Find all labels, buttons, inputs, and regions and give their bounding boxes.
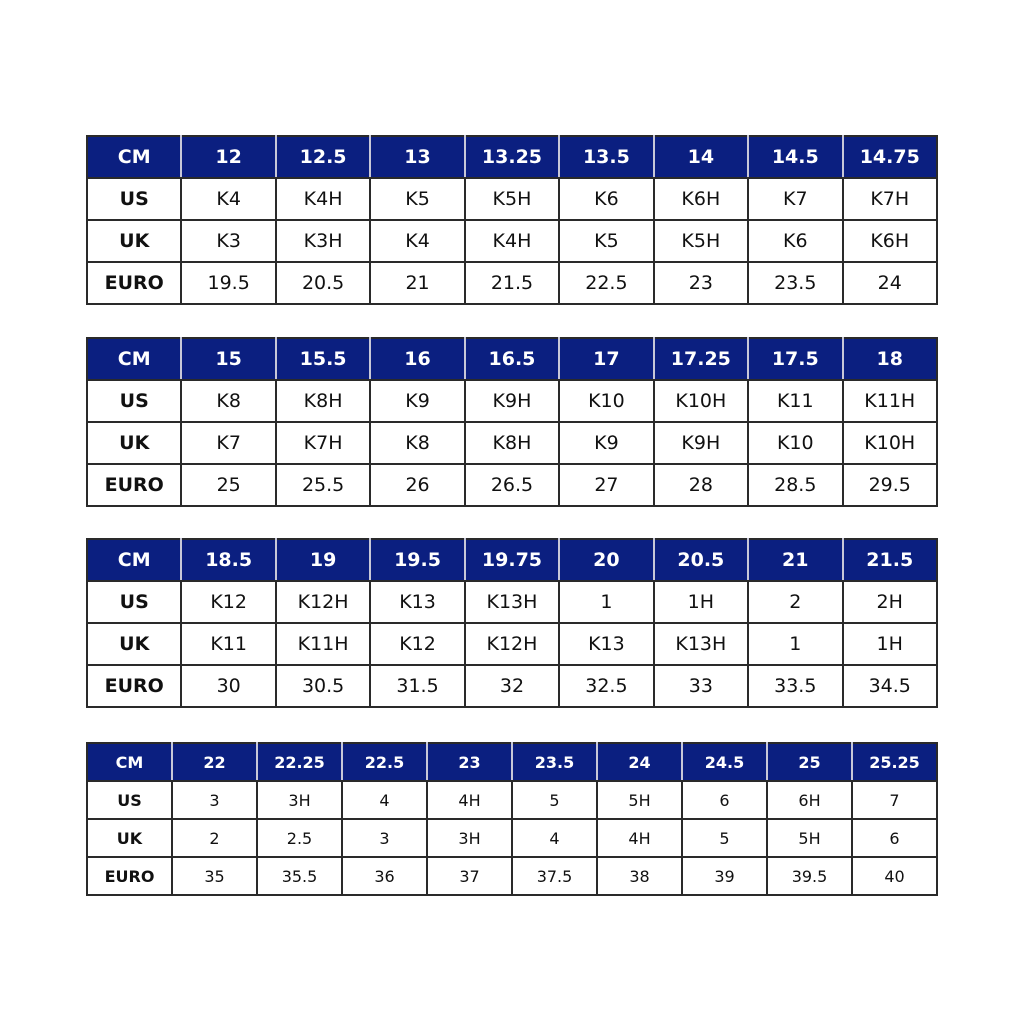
row-label: CM <box>87 743 172 781</box>
uk-row <box>87 623 937 665</box>
size-cell: 24.5 <box>682 743 767 781</box>
size-cell: 4H <box>597 819 682 857</box>
size-cell: 22.5 <box>342 743 427 781</box>
size-cell: K5H <box>654 220 748 262</box>
row-label: US <box>87 581 181 623</box>
us-row <box>87 178 937 220</box>
size-cell: 12 <box>181 136 275 178</box>
size-cell: K10H <box>654 380 748 422</box>
size-cell: K3 <box>181 220 275 262</box>
cm-row <box>87 338 937 380</box>
us-row <box>87 380 937 422</box>
row-label: US <box>87 781 172 819</box>
size-cell: 28.5 <box>748 464 842 506</box>
size-cell: K12H <box>276 581 370 623</box>
size-cell: 24 <box>843 262 938 304</box>
size-cell: 3H <box>257 781 342 819</box>
size-cell: 2.5 <box>257 819 342 857</box>
us-row <box>87 781 937 819</box>
size-cell: K10 <box>559 380 653 422</box>
size-cell: 29.5 <box>843 464 938 506</box>
size-cell: 23.5 <box>512 743 597 781</box>
size-cell: 28 <box>654 464 748 506</box>
size-cell: 25 <box>767 743 852 781</box>
size-table-3 <box>86 538 938 708</box>
size-cell: 1H <box>654 581 748 623</box>
size-cell: 25 <box>181 464 275 506</box>
size-cell: K11 <box>748 380 842 422</box>
size-cell: 14.75 <box>843 136 938 178</box>
size-cell: 6 <box>852 819 937 857</box>
cm-row <box>87 539 937 581</box>
size-cell: 37 <box>427 857 512 895</box>
size-cell: K13 <box>370 581 464 623</box>
us-row <box>87 581 937 623</box>
size-cell: 16.5 <box>465 338 559 380</box>
row-label: UK <box>87 623 181 665</box>
size-cell: K12H <box>465 623 559 665</box>
size-cell: 2 <box>172 819 257 857</box>
size-cell: 1 <box>748 623 842 665</box>
size-cell: 23.5 <box>748 262 842 304</box>
size-cell: 35 <box>172 857 257 895</box>
row-label: UK <box>87 220 181 262</box>
size-cell: 3H <box>427 819 512 857</box>
size-cell: 4 <box>342 781 427 819</box>
size-cell: 25.25 <box>852 743 937 781</box>
size-cell: 13 <box>370 136 464 178</box>
row-label: US <box>87 380 181 422</box>
size-cell: K13 <box>559 623 653 665</box>
size-cell: K9 <box>370 380 464 422</box>
size-cell: K5 <box>370 178 464 220</box>
size-cell: K5H <box>465 178 559 220</box>
size-cell: 19 <box>276 539 370 581</box>
size-cell: K8 <box>181 380 275 422</box>
size-cell: 13.25 <box>465 136 559 178</box>
size-cell: K9H <box>654 422 748 464</box>
size-cell: 4H <box>427 781 512 819</box>
size-cell: 14.5 <box>748 136 842 178</box>
size-cell: 4 <box>512 819 597 857</box>
size-cell: 17.5 <box>748 338 842 380</box>
size-cell: 34.5 <box>843 665 938 707</box>
size-cell: 19.75 <box>465 539 559 581</box>
size-cell: 26.5 <box>465 464 559 506</box>
size-cell: 12.5 <box>276 136 370 178</box>
size-cell: 15 <box>181 338 275 380</box>
row-label: US <box>87 178 181 220</box>
size-cell: 21.5 <box>843 539 938 581</box>
size-cell: 37.5 <box>512 857 597 895</box>
size-cell: 22.25 <box>257 743 342 781</box>
size-cell: 20 <box>559 539 653 581</box>
uk-row <box>87 819 937 857</box>
size-cell: K4H <box>465 220 559 262</box>
euro-row <box>87 262 937 304</box>
size-cell: K6 <box>559 178 653 220</box>
size-cell: 25.5 <box>276 464 370 506</box>
size-table-4 <box>86 742 938 896</box>
size-table-1 <box>86 135 938 305</box>
size-cell: 21 <box>748 539 842 581</box>
size-cell: 38 <box>597 857 682 895</box>
size-cell: 16 <box>370 338 464 380</box>
size-cell: 33.5 <box>748 665 842 707</box>
size-cell: 1H <box>843 623 938 665</box>
size-cell: K9 <box>559 422 653 464</box>
row-label: UK <box>87 819 172 857</box>
size-cell: 18 <box>843 338 938 380</box>
size-cell: K3H <box>276 220 370 262</box>
size-cell: 5 <box>682 819 767 857</box>
size-cell: 22 <box>172 743 257 781</box>
row-label: EURO <box>87 262 181 304</box>
size-cell: 5 <box>512 781 597 819</box>
size-cell: 23 <box>654 262 748 304</box>
cm-row <box>87 136 937 178</box>
size-cell: 32 <box>465 665 559 707</box>
size-cell: K10H <box>843 422 938 464</box>
size-cell: K7H <box>276 422 370 464</box>
euro-row <box>87 857 937 895</box>
size-cell: 15.5 <box>276 338 370 380</box>
uk-row <box>87 220 937 262</box>
size-cell: 17.25 <box>654 338 748 380</box>
size-cell: K4 <box>370 220 464 262</box>
size-cell: K4H <box>276 178 370 220</box>
size-cell: 19.5 <box>370 539 464 581</box>
size-cell: 31.5 <box>370 665 464 707</box>
size-cell: K7 <box>181 422 275 464</box>
size-cell: K6H <box>654 178 748 220</box>
size-cell: 26 <box>370 464 464 506</box>
size-cell: K11H <box>276 623 370 665</box>
size-cell: 5H <box>597 781 682 819</box>
euro-row <box>87 464 937 506</box>
size-cell: 22.5 <box>559 262 653 304</box>
row-label: EURO <box>87 665 181 707</box>
size-cell: K6 <box>748 220 842 262</box>
size-cell: 21.5 <box>465 262 559 304</box>
size-table-2 <box>86 337 938 507</box>
size-cell: K11H <box>843 380 938 422</box>
size-cell: K12 <box>370 623 464 665</box>
size-cell: K12 <box>181 581 275 623</box>
row-label: EURO <box>87 857 172 895</box>
size-cell: 19.5 <box>181 262 275 304</box>
size-cell: K13H <box>465 581 559 623</box>
size-cell: 17 <box>559 338 653 380</box>
size-cell: 39 <box>682 857 767 895</box>
size-cell: 6H <box>767 781 852 819</box>
size-cell: K11 <box>181 623 275 665</box>
size-cell: K4 <box>181 178 275 220</box>
row-label: CM <box>87 539 181 581</box>
size-cell: 40 <box>852 857 937 895</box>
row-label: UK <box>87 422 181 464</box>
size-cell: 18.5 <box>181 539 275 581</box>
size-cell: 24 <box>597 743 682 781</box>
size-cell: 6 <box>682 781 767 819</box>
row-label: CM <box>87 338 181 380</box>
size-cell: 14 <box>654 136 748 178</box>
size-cell: 23 <box>427 743 512 781</box>
size-cell: 32.5 <box>559 665 653 707</box>
size-cell: K7H <box>843 178 938 220</box>
size-cell: 7 <box>852 781 937 819</box>
size-cell: 20.5 <box>276 262 370 304</box>
size-cell: 21 <box>370 262 464 304</box>
size-cell: K7 <box>748 178 842 220</box>
size-cell: 30.5 <box>276 665 370 707</box>
size-cell: 13.5 <box>559 136 653 178</box>
size-cell: 36 <box>342 857 427 895</box>
size-cell: K8 <box>370 422 464 464</box>
size-cell: 39.5 <box>767 857 852 895</box>
size-cell: K10 <box>748 422 842 464</box>
size-cell: 27 <box>559 464 653 506</box>
size-cell: 3 <box>342 819 427 857</box>
row-label: CM <box>87 136 181 178</box>
size-cell: K6H <box>843 220 938 262</box>
size-cell: K5 <box>559 220 653 262</box>
size-cell: 1 <box>559 581 653 623</box>
size-cell: K9H <box>465 380 559 422</box>
size-cell: 2 <box>748 581 842 623</box>
uk-row <box>87 422 937 464</box>
row-label: EURO <box>87 464 181 506</box>
size-cell: 20.5 <box>654 539 748 581</box>
size-cell: 35.5 <box>257 857 342 895</box>
size-cell: 30 <box>181 665 275 707</box>
size-cell: 33 <box>654 665 748 707</box>
euro-row <box>87 665 937 707</box>
size-cell: 2H <box>843 581 938 623</box>
cm-row <box>87 743 937 781</box>
size-cell: 5H <box>767 819 852 857</box>
size-cell: K8H <box>465 422 559 464</box>
size-cell: K8H <box>276 380 370 422</box>
size-cell: 3 <box>172 781 257 819</box>
size-cell: K13H <box>654 623 748 665</box>
